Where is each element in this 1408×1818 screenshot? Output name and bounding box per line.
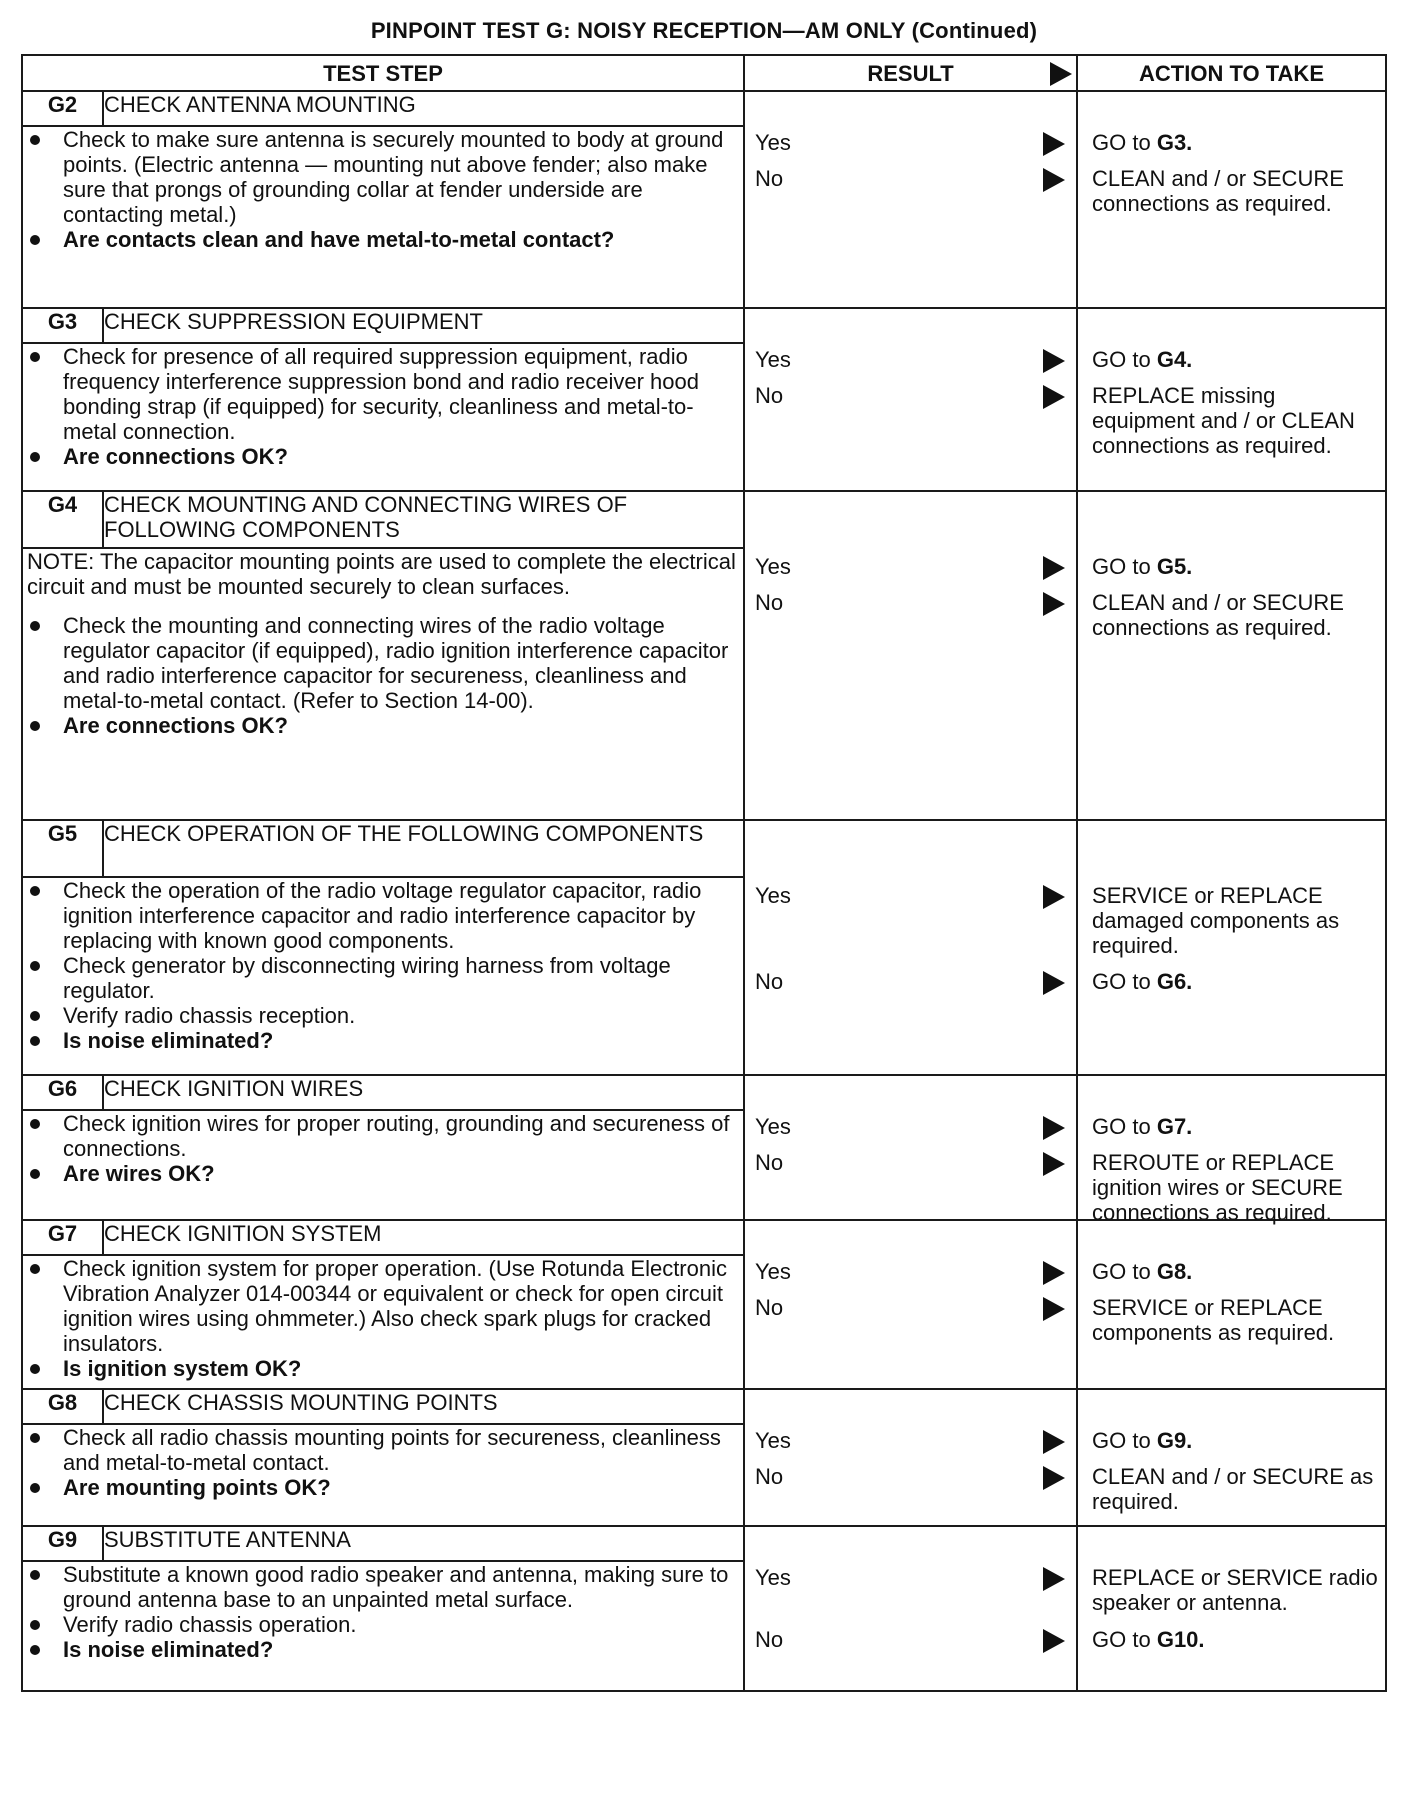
result-yes (755, 347, 1065, 373)
pinpoint-test-table (21, 54, 1387, 1692)
check-question: Are contacts clean and have metal-to-metal contact? (23, 227, 743, 252)
step-action (1077, 308, 1386, 491)
result-yes-label: Yes (755, 554, 791, 579)
check-item: Verify radio chassis operation. (23, 1612, 743, 1637)
step-code: G9 (22, 1526, 103, 1561)
step-body (22, 1424, 744, 1526)
arrow-right-icon (1043, 1430, 1065, 1454)
arrow-right-icon (1043, 385, 1065, 409)
action-yes-text: GO to (1092, 1428, 1151, 1453)
table-header-row (22, 55, 1386, 91)
check-question: Are mounting points OK? (23, 1475, 743, 1500)
arrow-right-icon (1043, 168, 1065, 192)
result-yes (755, 883, 1065, 909)
action-no: CLEAN and / or SECURE connections as required. (1092, 590, 1344, 640)
step-action (1077, 1526, 1386, 1691)
result-yes-label: Yes (755, 130, 791, 155)
result-yes-label: Yes (755, 1565, 791, 1590)
step-code: G6 (22, 1075, 103, 1110)
step-title: CHECK MOUNTING AND CONNECTING WIRES OF FOLLOWING COMPONENTS (103, 491, 744, 548)
step-result (744, 820, 1077, 1075)
result-no-label: No (755, 1295, 784, 1320)
step-g8-title-row (22, 1389, 1386, 1424)
check-item: Check ignition wires for proper routing, grounding and secureness of connections. (23, 1111, 743, 1161)
action-yes-text: GO to (1092, 130, 1151, 155)
check-question: Are connections OK? (23, 713, 743, 738)
step-g5-title-row (22, 820, 1386, 877)
action-yes-text: GO to (1092, 1114, 1151, 1139)
check-question: Are connections OK? (23, 444, 743, 469)
result-no-label: No (755, 590, 784, 615)
step-g7-title-row (22, 1220, 1386, 1255)
check-question: Is noise eliminated? (23, 1637, 743, 1662)
arrow-right-icon (1043, 1297, 1065, 1321)
step-g9-title-row (22, 1526, 1386, 1561)
step-body (22, 343, 744, 491)
action-yes (1092, 1259, 1381, 1284)
action-no-target: G6. (1156, 969, 1193, 994)
result-yes (755, 1565, 1065, 1591)
step-g6-title-row (22, 1075, 1386, 1110)
step-code: G5 (22, 820, 103, 877)
step-body (22, 1110, 744, 1220)
arrow-right-icon (1043, 1261, 1065, 1285)
step-action (1077, 491, 1386, 820)
action-yes-text: GO to (1092, 554, 1151, 579)
step-code: G2 (22, 91, 103, 126)
step-result (744, 1389, 1077, 1526)
result-no (755, 1627, 1065, 1653)
action-no (1092, 1627, 1381, 1652)
action-yes: SERVICE or REPLACE damaged components as required. (1092, 883, 1340, 958)
result-no (755, 1464, 1065, 1490)
result-yes (755, 130, 1065, 156)
result-yes (755, 1114, 1065, 1140)
action-yes-target: G3. (1156, 130, 1193, 155)
check-question: Is ignition system OK? (23, 1356, 743, 1381)
arrow-right-icon (1043, 1116, 1065, 1140)
result-yes-label: Yes (755, 347, 791, 372)
action-yes (1092, 130, 1381, 155)
result-yes-label: Yes (755, 1114, 791, 1139)
check-item: Check ignition system for proper operation. (Use Rotunda Electronic Vibration Analyzer 014-00344 or equivalent or check for open circuit ignition wires using ohmmeter.) Also check spark plugs for cracked insulators. (23, 1256, 743, 1356)
step-g4-title-row (22, 491, 1386, 548)
action-no-target: G10. (1156, 1627, 1205, 1652)
check-list (23, 1256, 743, 1381)
step-title: CHECK IGNITION SYSTEM (103, 1220, 744, 1255)
result-no-label: No (755, 1150, 784, 1175)
arrow-right-icon (1043, 132, 1065, 156)
action-no (1092, 969, 1381, 994)
result-no-label: No (755, 1627, 784, 1652)
arrow-right-icon (1043, 592, 1065, 616)
check-question: Is noise eliminated? (23, 1028, 743, 1053)
action-no-text: GO to (1092, 1627, 1151, 1652)
arrow-right-icon (1043, 885, 1065, 909)
step-title: CHECK ANTENNA MOUNTING (103, 91, 744, 126)
result-yes (755, 1428, 1065, 1454)
step-body (22, 1255, 744, 1389)
arrow-right-icon (1043, 971, 1065, 995)
result-no-label: No (755, 969, 784, 994)
step-code: G4 (22, 491, 103, 548)
step-code: G8 (22, 1389, 103, 1424)
result-no (755, 383, 1065, 409)
check-question: Are wires OK? (23, 1161, 743, 1186)
step-title: CHECK CHASSIS MOUNTING POINTS (103, 1389, 744, 1424)
action-yes-target: G5. (1156, 554, 1193, 579)
action-yes-target: G8. (1156, 1259, 1193, 1284)
action-no: SERVICE or REPLACE components as required. (1092, 1295, 1335, 1345)
step-body (22, 1561, 744, 1691)
header-result-label: RESULT (867, 60, 954, 86)
result-yes (755, 554, 1065, 580)
arrow-right-icon (1043, 349, 1065, 373)
check-list (23, 1111, 743, 1186)
action-no: REPLACE missing equipment and / or CLEAN connections as required. (1092, 383, 1355, 458)
arrow-right-icon (1043, 556, 1065, 580)
step-result (744, 491, 1077, 820)
action-no: CLEAN and / or SECURE connections as required. (1092, 166, 1344, 216)
result-yes-label: Yes (755, 1259, 791, 1284)
action-yes (1092, 347, 1381, 372)
step-action (1077, 1075, 1386, 1225)
step-result (744, 1526, 1077, 1691)
header-result (744, 55, 1077, 91)
step-title: CHECK OPERATION OF THE FOLLOWING COMPONENTS (103, 820, 744, 877)
result-no (755, 590, 1065, 616)
action-yes (1092, 554, 1381, 579)
step-result (744, 1075, 1077, 1220)
result-yes-label: Yes (755, 883, 791, 908)
result-no-label: No (755, 383, 784, 408)
check-item: Check the mounting and connecting wires of the radio voltage regulator capacitor (if equipped), radio ignition interference capacitor and radio interference capacitor for secureness, cleanliness and metal-to-metal contact. (Refer to Section 14-00). (23, 613, 743, 713)
check-item: Substitute a known good radio speaker and antenna, making sure to ground antenna base to an unpainted metal surface. (23, 1562, 743, 1612)
header-test-step: TEST STEP (22, 55, 744, 91)
step-result (744, 91, 1077, 308)
page-title: PINPOINT TEST G: NOISY RECEPTION—AM ONLY (Continued) (370, 18, 1038, 43)
check-list (23, 127, 743, 252)
result-no (755, 166, 1065, 192)
check-item: Check to make sure antenna is securely mounted to body at ground points. (Electric antenna — mounting nut above fender; also make sure that prongs of grounding collar at fender underside are contacting metal.) (23, 127, 743, 227)
step-action (1077, 820, 1386, 1075)
arrow-right-icon (1043, 1567, 1065, 1591)
step-g3-title-row (22, 308, 1386, 343)
header-action: ACTION TO TAKE (1077, 55, 1386, 91)
arrow-right-icon (1043, 1629, 1065, 1653)
step-action (1077, 1220, 1386, 1389)
action-no: REROUTE or REPLACE ignition wires or SECURE connections as required. (1092, 1150, 1343, 1225)
action-yes-text: GO to (1092, 347, 1151, 372)
step-code: G7 (22, 1220, 103, 1255)
result-no (755, 1295, 1065, 1321)
arrow-right-icon (1043, 1152, 1065, 1176)
result-no-label: No (755, 166, 784, 191)
check-item: Check the operation of the radio voltage regulator capacitor, radio ignition interference capacitor and radio interference capacitor by replacing with known good components. (23, 878, 743, 953)
action-yes-target: G9. (1156, 1428, 1193, 1453)
step-body (22, 548, 744, 820)
arrow-right-icon (1043, 1466, 1065, 1490)
action-yes (1092, 1114, 1381, 1139)
step-title: SUBSTITUTE ANTENNA (103, 1526, 744, 1561)
step-action (1077, 91, 1386, 308)
step-result (744, 1220, 1077, 1389)
check-item: Check generator by disconnecting wiring harness from voltage regulator. (23, 953, 743, 1003)
step-body (22, 877, 744, 1075)
step-result (744, 308, 1077, 491)
check-list (23, 1425, 743, 1500)
step-body (22, 126, 744, 308)
check-item: Verify radio chassis reception. (23, 1003, 743, 1028)
result-yes (755, 1259, 1065, 1285)
result-no-label: No (755, 1464, 784, 1489)
step-note: NOTE: The capacitor mounting points are used to complete the electrical circuit and must be mounted securely to clean surfaces. (27, 549, 736, 599)
check-item: Check for presence of all required suppression equipment, radio frequency interference suppression bond and radio receiver hood bonding strap (if equipped) for security, cleanliness and metal-to-metal connection. (23, 344, 743, 444)
step-g2-title-row (22, 91, 1386, 126)
action-yes-text: GO to (1092, 1259, 1151, 1284)
step-title: CHECK SUPPRESSION EQUIPMENT (103, 308, 744, 343)
check-list (23, 613, 743, 738)
result-no (755, 1150, 1065, 1176)
arrow-right-icon (1050, 62, 1072, 86)
result-yes-label: Yes (755, 1428, 791, 1453)
action-yes: REPLACE or SERVICE radio speaker or antenna. (1092, 1565, 1378, 1615)
action-yes-target: G7. (1156, 1114, 1193, 1139)
check-list (23, 878, 743, 1053)
action-yes-target: G4. (1156, 347, 1193, 372)
check-list (23, 344, 743, 469)
result-no (755, 969, 1065, 995)
step-action (1077, 1389, 1386, 1526)
action-no: CLEAN and / or SECURE as required. (1092, 1464, 1374, 1514)
action-yes (1092, 1428, 1381, 1453)
step-code: G3 (22, 308, 103, 343)
action-no-text: GO to (1092, 969, 1151, 994)
check-item: Check all radio chassis mounting points for secureness, cleanliness and metal-to-metal contact. (23, 1425, 743, 1475)
check-list (23, 1562, 743, 1662)
step-title: CHECK IGNITION WIRES (103, 1075, 744, 1110)
